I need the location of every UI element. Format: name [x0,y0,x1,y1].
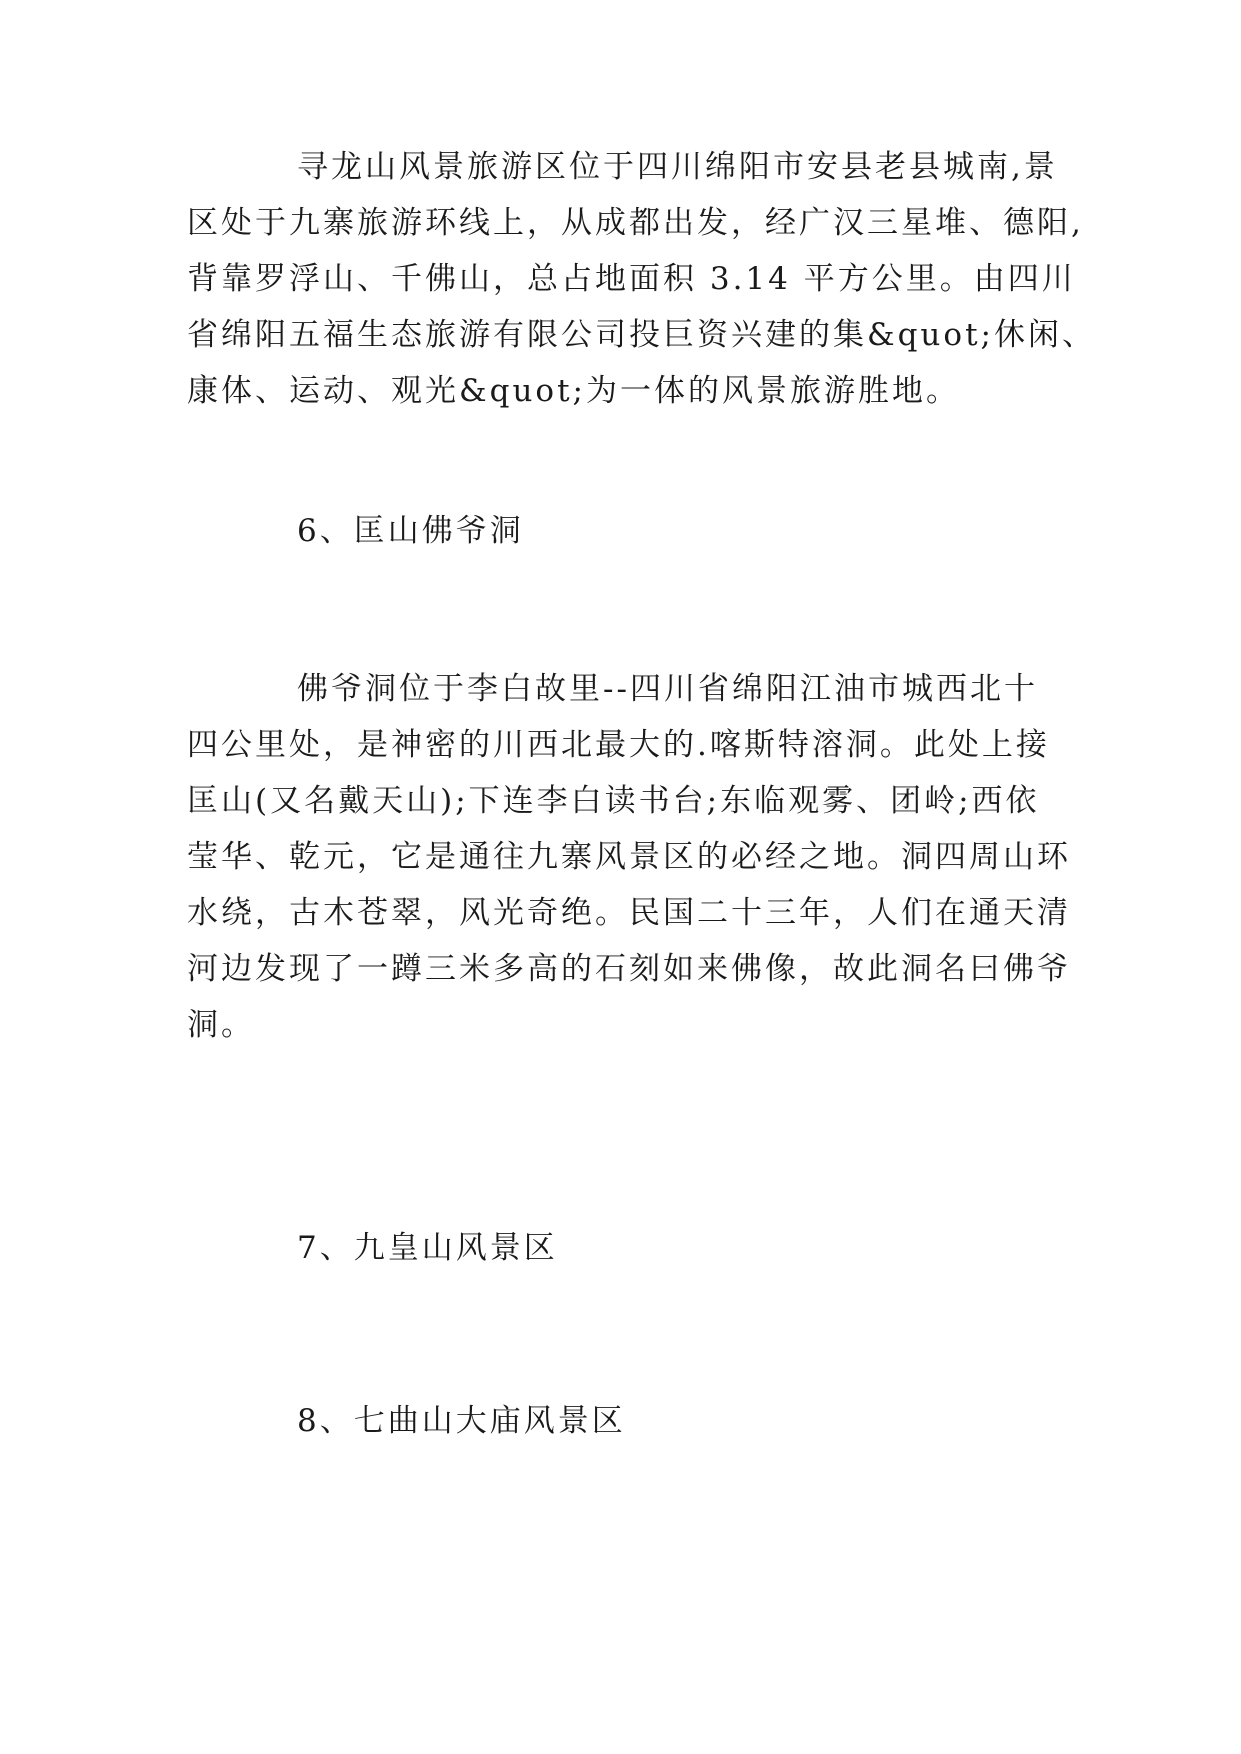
paragraph-xunlongshan [187,139,1096,419]
section-heading-6: 6、匡山佛爷洞 [297,513,524,549]
paragraph-line: 佛爷洞位于李白故里--四川省绵阳江油市城西北十 [297,671,1038,707]
paragraph-line: 背靠罗浮山、千佛山，总占地面积 3.14 平方公里。由四川 [187,261,1076,297]
section-heading-7: 7、九皇山风景区 [297,1230,558,1266]
paragraph-line: 莹华、乾元，它是通往九寨风景区的必经之地。洞四周山环 [187,839,1071,875]
paragraph-line: 匡山(又名戴天山);下连李白读书台;东临观雾、团岭;西依 [187,783,1040,819]
section-heading-8: 8、七曲山大庙风景区 [297,1403,626,1439]
paragraph-line: 区处于九寨旅游环线上，从成都出发，经广汉三星堆、德阳, [187,205,1084,241]
paragraph-foyedong [187,661,1071,1053]
paragraph-line: 省绵阳五福生态旅游有限公司投巨资兴建的集&quot;休闲、 [187,317,1096,353]
paragraph-line: 河边发现了一蹲三米多高的石刻如来佛像，故此洞名曰佛爷 [187,951,1071,987]
paragraph-line: 水绕，古木苍翠，风光奇绝。民国二十三年，人们在通天清 [187,895,1071,931]
paragraph-line: 四公里处，是神密的川西北最大的.喀斯特溶洞。此处上接 [187,727,1050,763]
paragraph-line: 康体、运动、观光&quot;为一体的风景旅游胜地。 [187,373,960,409]
paragraph-line: 寻龙山风景旅游区位于四川绵阳市安县老县城南,景 [297,149,1058,185]
paragraph-line: 洞。 [187,1007,255,1043]
